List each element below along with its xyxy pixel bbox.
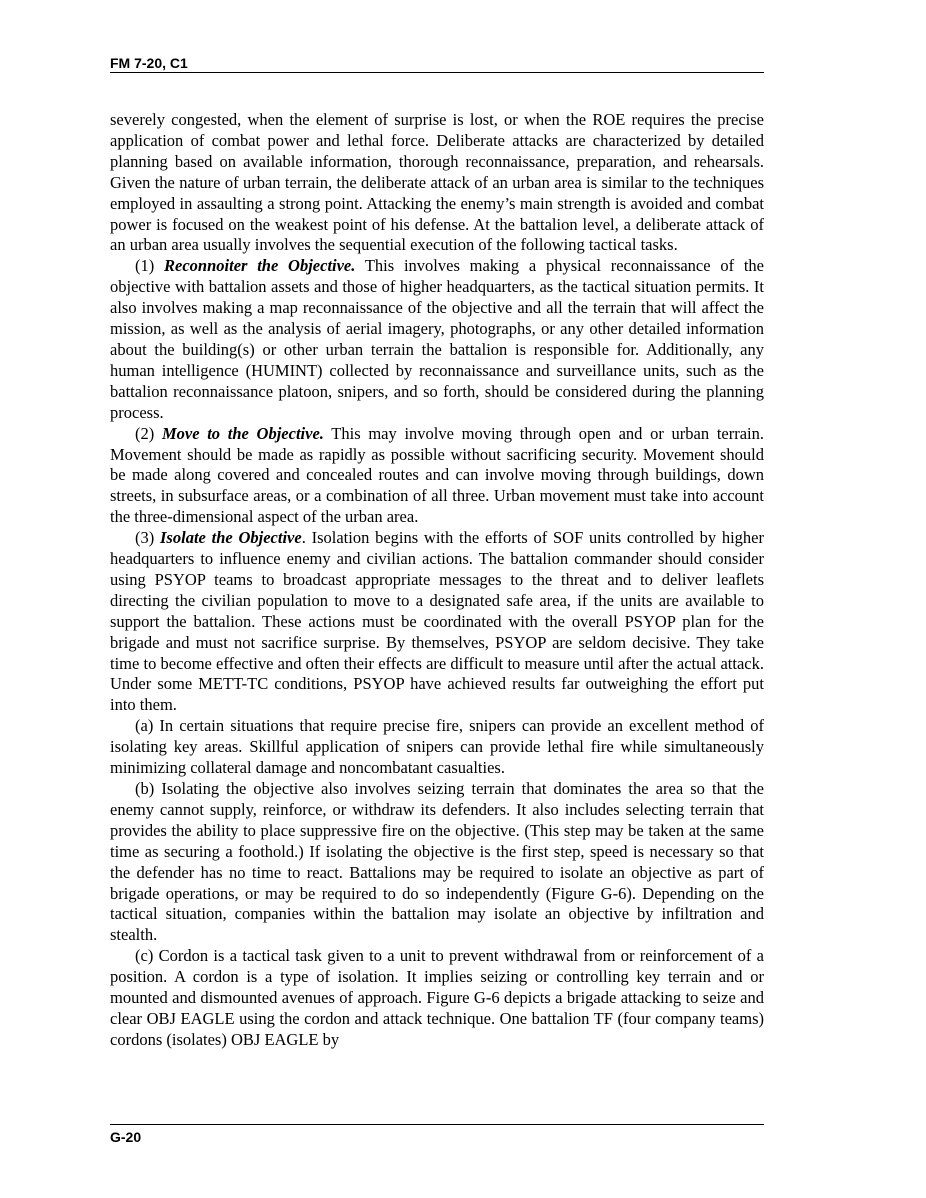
paragraph-text: . Isolation begins with the efforts of SOF units controlled by higher headquarters to influence enemy and civilian actions. The battalion commander should consider using PSYOP teams to broadcast appropriate messages to the threat and to deliver leaflets directing the civilian population to move to a designated safe area, if the units are available to support the battalion. These actions must be coordinated with the overall PSYOP plan for the brigade and must not sacrifice surprise. By themselves, PSYOP are seldom decisive. They take time to become effective and often their effects are difficult to measure until after the actual attack. Under some METT-TC conditions, PSYOP have achieved results far outweighing the effort put into them. xyxy=(110,528,764,715)
paragraph-prefix: (3) xyxy=(135,528,161,548)
page-header xyxy=(110,55,764,73)
paragraph-text: (a) In certain situations that require precise fire, snipers can provide an excellent method of isolating key areas. Skillful application of snipers can provide lethal fire while simultaneously minimizing collateral damage and noncombatant casualties. xyxy=(110,716,764,778)
run-in-heading: Move to the Objective. xyxy=(161,423,324,443)
footer-rule xyxy=(110,1124,764,1125)
paragraph-isolate xyxy=(110,528,764,716)
body-text xyxy=(110,110,764,1051)
paragraph-text: This involves making a physical reconnaissance of the objective with battalion assets and those of higher headquarters, as the tactical situation permits. It also involves making a map reconnaissance of the objective and all the terrain that will affect the mission, as well as the analysis of aerial imagery, photographs, or any other detailed information about the building(s) or other urban terrain the battalion is responsible for. Additionally, any human intelligence (HUMINT) collected by reconnaissance and surveillance units, such as the battalion reconnaissance platoon, snipers, and so forth, should be considered during the planning process. xyxy=(110,256,765,422)
paragraph-text: This may involve moving through open and or urban terrain. Movement should be made as rapidly as possible without sacrificing security. Movement should be made along covered and concealed routes and can involve moving through buildings, down streets, in subsurface areas, or a combination of all three. Urban movement must take into account the three-dimensional aspect of the urban area. xyxy=(110,423,764,527)
manual-id: FM 7-20, C1 xyxy=(110,55,188,71)
paragraph-prefix: (2) xyxy=(135,423,162,443)
paragraph-cordon xyxy=(110,946,764,1051)
paragraph-continuation xyxy=(110,110,764,256)
header-rule xyxy=(110,72,764,73)
paragraph-text: severely congested, when the element of surprise is lost, or when the ROE requires the precise application of combat power and lethal force. Deliberate attacks are characterized by detailed planning based on available information, thorough reconnaissance, preparation, and rehearsals. Given the nature of urban terrain, the deliberate attack of an urban area is similar to the techniques employed in assaulting a strong point. Attacking the enemy’s main strength is avoided and combat power is focused on the weakest point of his defense. At the battalion level, a deliberate attack of an urban area usually involves the sequential execution of the following tactical tasks. xyxy=(110,110,764,255)
run-in-heading: Reconnoiter the Objective. xyxy=(164,256,356,276)
page-number: G-20 xyxy=(110,1129,142,1145)
paragraph-reconnoiter xyxy=(110,256,764,423)
paragraph-seizing-terrain xyxy=(110,779,764,946)
page-footer xyxy=(110,1123,764,1145)
paragraph-prefix: (1) xyxy=(135,256,165,276)
paragraph-move xyxy=(110,424,764,529)
paragraph-text: (c) Cordon is a tactical task given to a unit to prevent withdrawal from or reinforcement of a position. A cordon is a type of isolation. It implies seizing or controlling key terrain and or mounted and dismounted avenues of approach. Figure G-6 depicts a brigade attacking to seize and clear OBJ EAGLE using the cordon and attack technique. One battalion TF (four company teams) cordons (isolates) OBJ EAGLE by xyxy=(110,946,764,1049)
paragraph-snipers xyxy=(110,716,764,779)
run-in-heading: Isolate the Objective xyxy=(160,528,302,548)
paragraph-text: (b) Isolating the objective also involves seizing terrain that dominates the area so that the enemy cannot supply, reinforce, or withdraw its defenders. It also includes selecting terrain that provides the ability to place suppressive fire on the objective. (This step may be taken at the same time as securing a foothold.) If isolating the objective is the first step, speed is necessary so that the defender has no time to react. Battalions may be required to isolate an objective as part of brigade operations, or may be required to do so independently (Figure G-6). Depending on the tactical situation, companies within the battalion may isolate an objective by infiltration and stealth. xyxy=(110,779,764,945)
